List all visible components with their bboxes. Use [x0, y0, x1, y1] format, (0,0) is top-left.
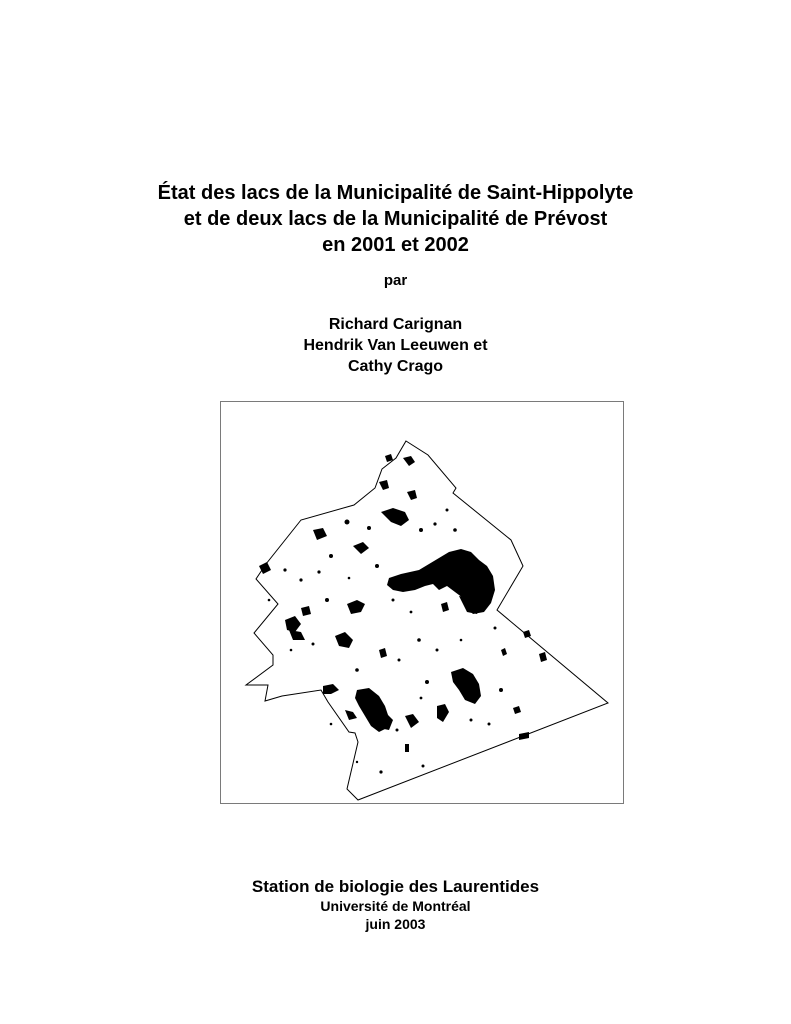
lake-north-2	[403, 456, 415, 466]
lake-west-4	[301, 606, 311, 616]
lake-west-7	[353, 542, 369, 554]
institution-block	[0, 876, 791, 933]
lake-west-8	[313, 528, 327, 540]
lake-north-1	[381, 508, 409, 526]
lake-east-1	[523, 630, 531, 638]
lake-west-3	[285, 616, 301, 632]
lake-center-5	[405, 744, 409, 752]
title-line-3: en 2001 et 2002	[322, 234, 469, 256]
lake-west-10	[345, 710, 357, 720]
lake-center-1	[437, 704, 449, 722]
title-line-2: et de deux lacs de la Municipalité de Prévost	[183, 208, 608, 230]
lake-west-2	[335, 632, 353, 648]
lake-west-11	[405, 714, 419, 728]
lake-north-3	[379, 480, 389, 490]
lake-east-5	[501, 648, 507, 656]
lake-north-4	[407, 490, 417, 500]
lake-center-3	[441, 602, 449, 612]
map-figure	[220, 401, 624, 804]
author-2: Hendrik Van Leeuwen et	[303, 337, 488, 354]
publication-date: juin 2003	[365, 916, 426, 932]
municipality-boundary	[246, 441, 608, 800]
municipality-lakes-map-icon	[221, 402, 623, 803]
author-3: Cathy Crago	[347, 358, 444, 375]
lake-west-9	[289, 630, 305, 640]
lake-mid-right	[451, 668, 481, 704]
byline: par	[383, 272, 408, 289]
author-list	[0, 314, 791, 377]
author-1: Richard Carignan	[328, 316, 463, 333]
lake-east-2	[539, 652, 547, 662]
lake-center-2	[379, 648, 387, 658]
document-title	[0, 180, 791, 258]
lake-east-4	[519, 732, 529, 740]
lake-east-3	[513, 706, 521, 714]
lake-west-1	[347, 600, 365, 614]
university-name: Université de Montréal	[320, 898, 471, 914]
institution-name: Station de biologie des Laurentides	[251, 877, 540, 896]
title-line-1: État des lacs de la Municipalité de Saint-Hippolyte	[157, 182, 634, 204]
lakes	[259, 454, 547, 774]
lake-west-5	[323, 684, 339, 694]
